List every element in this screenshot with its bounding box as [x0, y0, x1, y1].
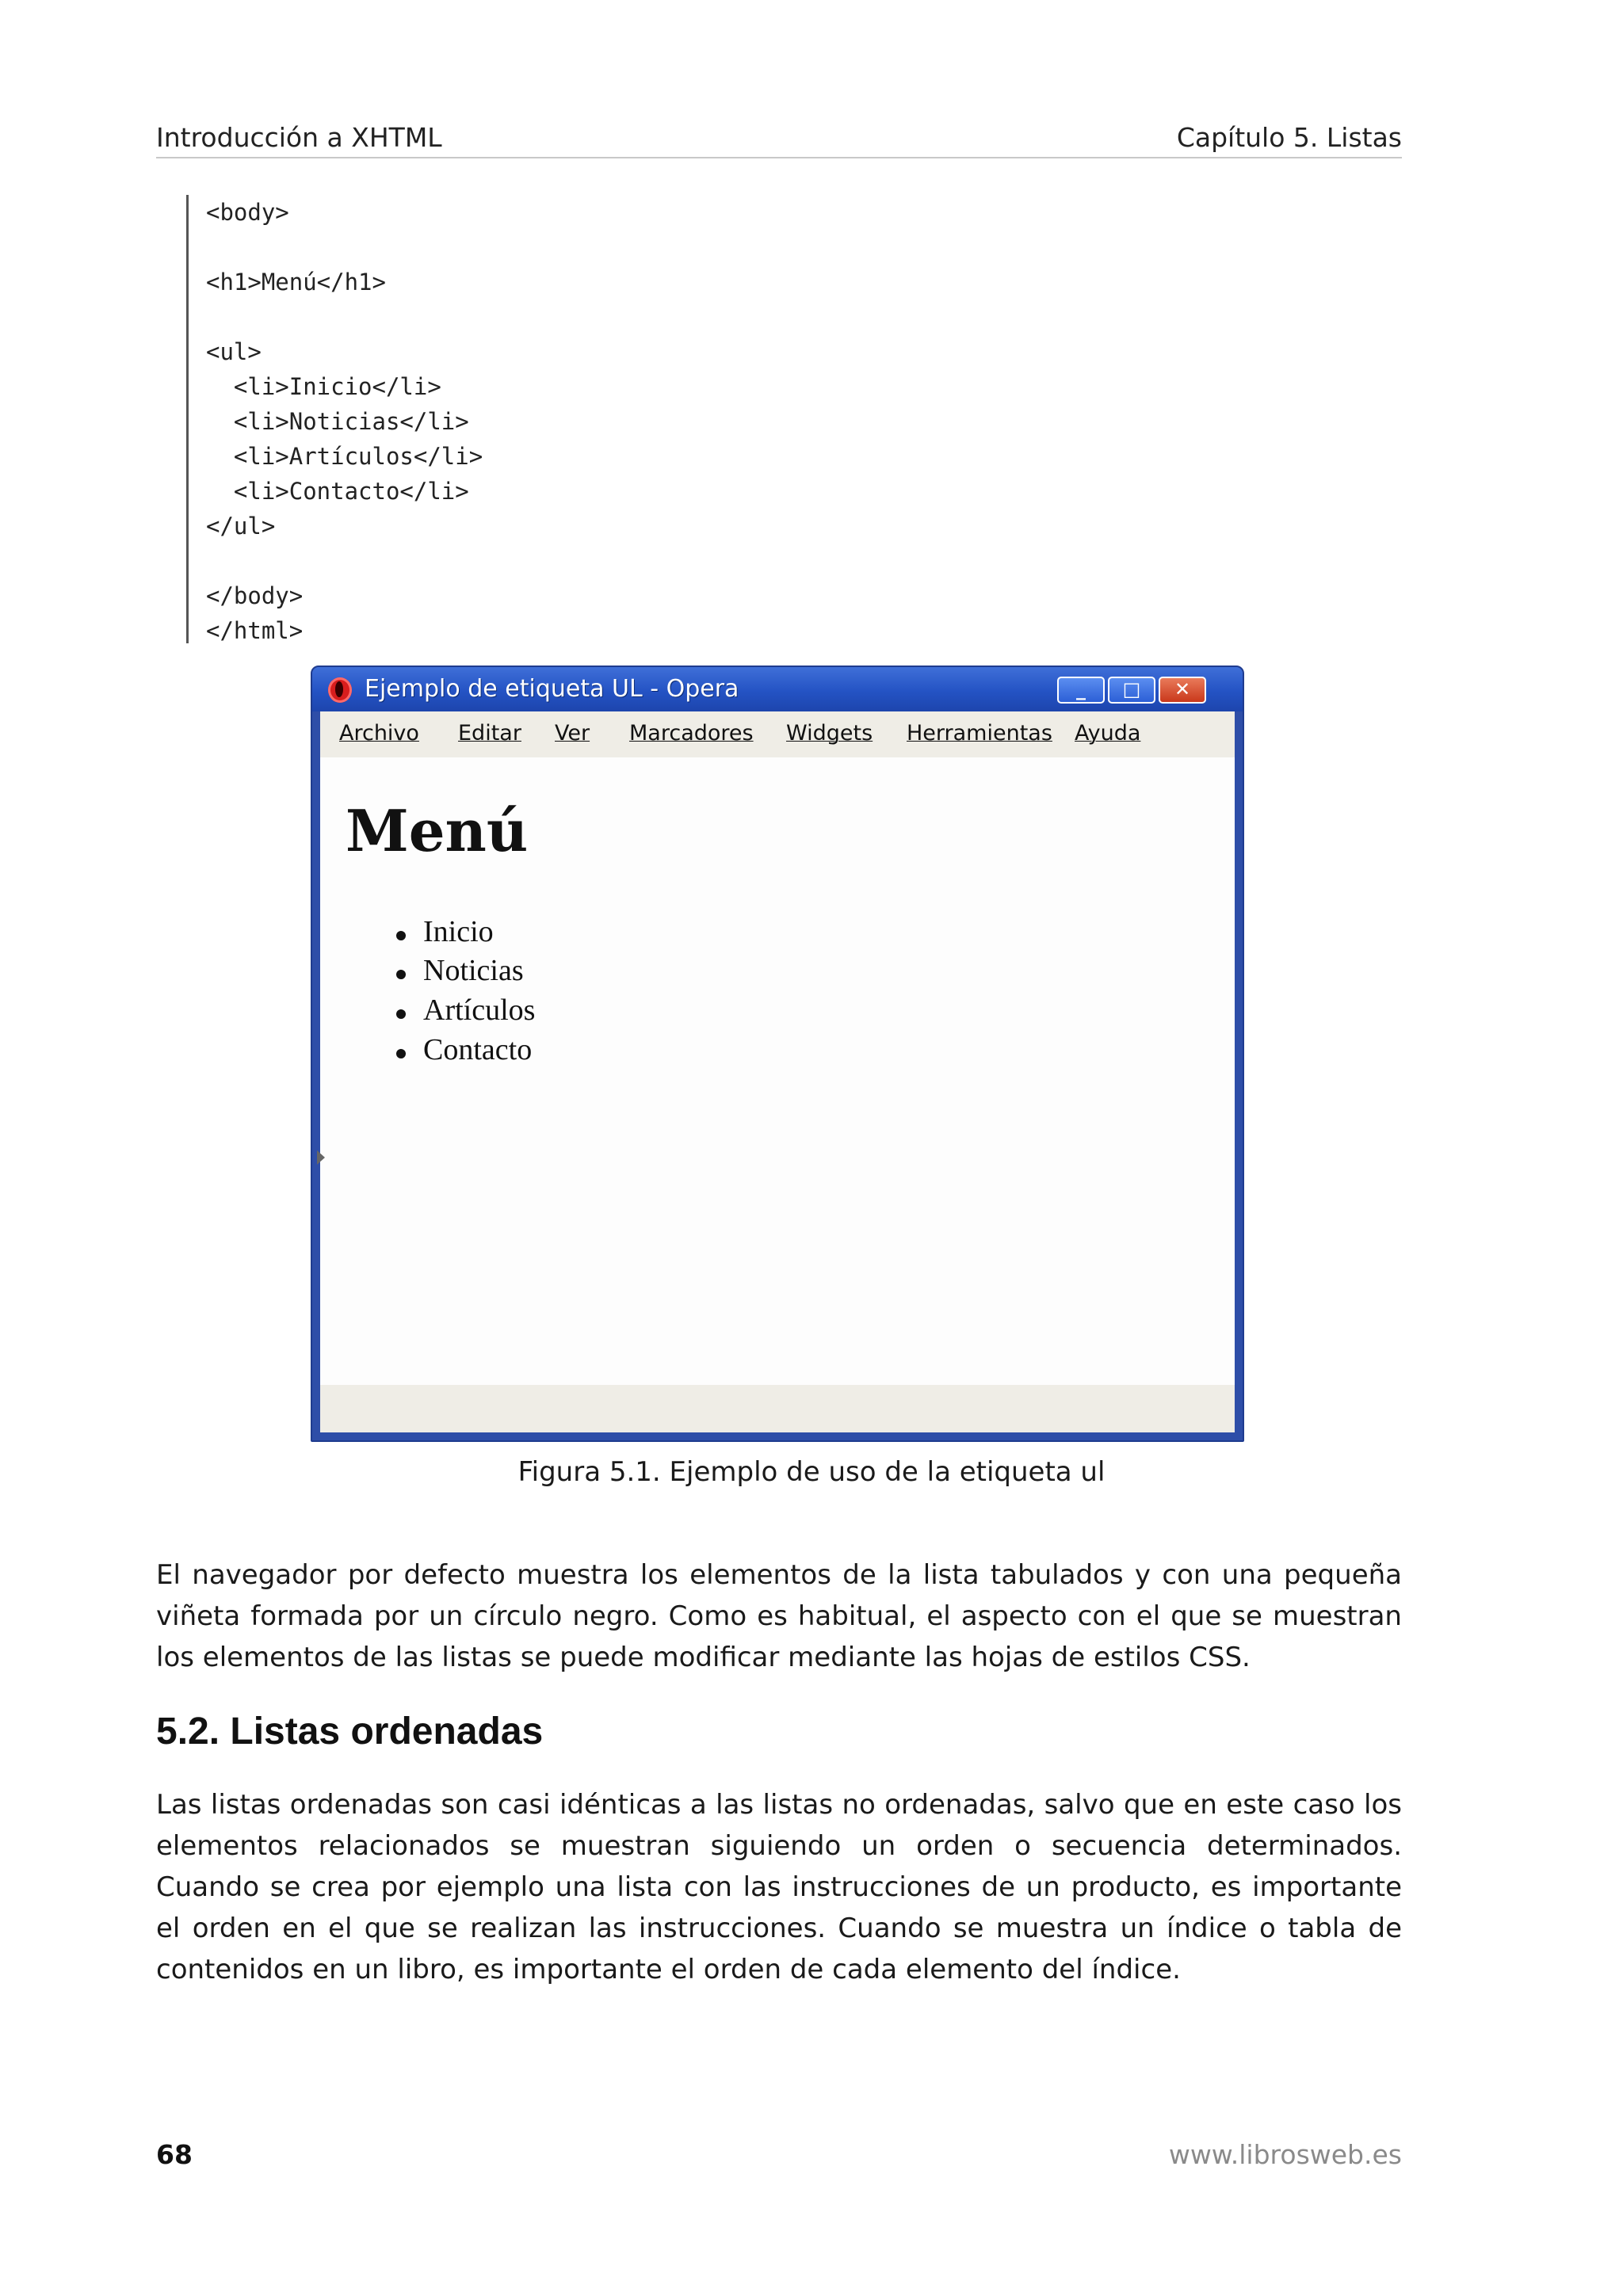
menu-marcadores[interactable]: Marcadores — [629, 721, 754, 746]
section-heading: 5.2. Listas ordenadas — [156, 1711, 544, 1753]
close-button[interactable]: ✕ — [1159, 677, 1206, 704]
code-line: </ul> — [206, 513, 276, 540]
panel-toggle-icon[interactable] — [317, 1150, 325, 1165]
bullet-icon — [396, 931, 406, 940]
rendered-heading: Menú — [346, 797, 529, 864]
rendered-list-item: Contacto — [423, 1033, 533, 1066]
paragraph: El navegador por defecto muestra los elementos de la lista tabulados y con una pequeña viñeta formada por un círculo negro. Como es habitual, el aspecto con el que se muestran los elementos de las listas se puede modificar mediante las hojas de estilos CSS. — [156, 1559, 1402, 1673]
rendered-list-item: Inicio — [423, 915, 494, 948]
code-line: <h1>Menú</h1> — [206, 269, 386, 296]
code-line: <li>Inicio</li> — [206, 373, 441, 400]
bullet-icon — [396, 1049, 406, 1058]
menu-bar — [320, 711, 1235, 757]
page-header — [156, 119, 1402, 158]
window-title: Ejemplo de etiqueta UL - Opera — [365, 675, 739, 703]
code-line: </body> — [206, 582, 304, 609]
website-link[interactable]: www.librosweb.es — [1168, 2139, 1402, 2170]
code-line: </html> — [206, 617, 304, 644]
menu-editar[interactable]: Editar — [458, 721, 521, 746]
code-listing — [186, 195, 823, 643]
code-line: <body> — [206, 199, 289, 226]
menu-archivo[interactable]: Archivo — [339, 721, 419, 746]
book-title: Introducción a XHTML — [156, 122, 442, 153]
code-line: <li>Noticias</li> — [206, 408, 469, 435]
rendered-list-item: Noticias — [423, 954, 524, 987]
rendered-list-item: Artículos — [423, 994, 536, 1027]
figure-caption: Figura 5.1. Ejemplo de uso de la etiqueta ul — [517, 1456, 1106, 1488]
menu-ver[interactable]: Ver — [555, 721, 590, 746]
menu-herramientas[interactable]: Herramientas — [907, 721, 1052, 746]
status-bar — [320, 1385, 1235, 1432]
code-line: <ul> — [206, 338, 262, 365]
menu-widgets[interactable]: Widgets — [786, 721, 873, 746]
opera-logo-icon — [328, 677, 352, 703]
chapter-title: Capítulo 5. Listas — [1176, 122, 1402, 153]
window-body — [320, 711, 1235, 1432]
maximize-button[interactable]: □ — [1108, 677, 1155, 704]
paragraph: Las listas ordenadas son casi idénticas a las listas no ordenadas, salvo que en este caso los elementos relacionados se muestran siguiendo un orden o secuencia determinados. Cuando se crea por ejemplo una lista con las instrucciones de un producto, es importante el orden en el que se realizan las instrucciones. Cuando se muestra un índice o tabla de contenidos en un libro, es importante el orden de cada elemento del índice. — [156, 1789, 1402, 1985]
browser-window-screenshot — [311, 666, 1244, 1442]
bullet-icon — [396, 970, 406, 979]
window-titlebar[interactable] — [312, 667, 1243, 711]
code-line: <li>Contacto</li> — [206, 478, 469, 505]
minimize-button[interactable]: _ — [1057, 677, 1105, 704]
page-viewport — [320, 757, 1235, 1385]
bullet-icon — [396, 1009, 406, 1019]
menu-ayuda[interactable]: Ayuda — [1075, 721, 1141, 746]
page-number: 68 — [156, 2139, 193, 2170]
code-line: <li>Artículos</li> — [206, 443, 483, 470]
